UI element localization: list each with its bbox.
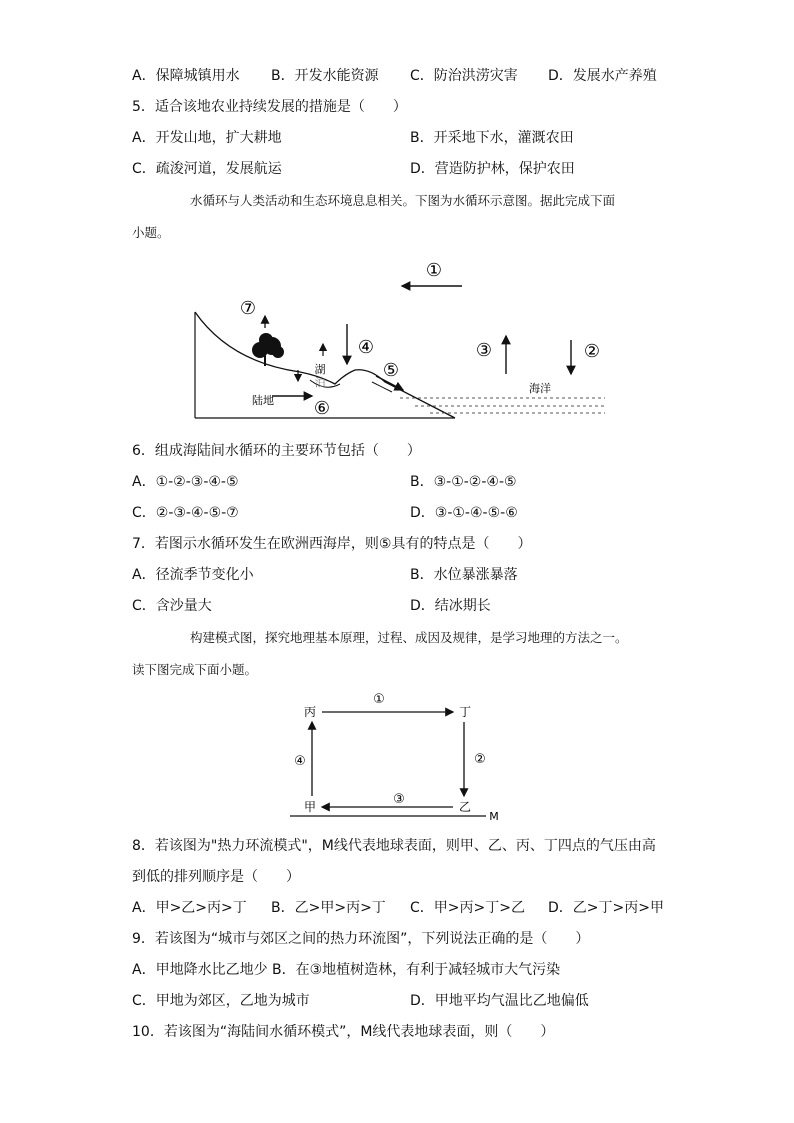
label-2: ② [583, 341, 601, 362]
q8-option-d: D．乙>丁>丙>甲 [548, 900, 664, 916]
q5-stem: 5．适合该地农业持续发展的措施是（ ） [132, 99, 407, 115]
label-7: ⑦ [239, 298, 257, 319]
label-1: ① [425, 260, 443, 281]
q4-option-a: A．保障城镇用水 [132, 68, 240, 84]
q7-option-a: A．径流季节变化小 [132, 567, 254, 583]
label-ocean: 海洋 [529, 382, 551, 395]
q6-option-d: D．③-①-④-⑤-⑥ [410, 505, 518, 521]
label-5: ⑤ [382, 360, 400, 381]
q4-option-b: B．开发水能资源 [271, 68, 379, 84]
label-6: ⑥ [313, 398, 331, 419]
q8-option-c: C．甲>丙>丁>乙 [410, 900, 525, 916]
label-4: ④ [294, 754, 306, 769]
label-land: 陆地 [252, 394, 274, 407]
circulation-model-diagram [290, 686, 510, 822]
q7-option-d: D．结冰期长 [410, 598, 491, 614]
label-lake-1: 湖 [314, 363, 326, 376]
q7-option-c: C．含沙量大 [132, 598, 212, 614]
q4-option-d: D．发展水产养殖 [548, 68, 657, 84]
q6-option-c: C．②-③-④-⑤-⑦ [132, 505, 239, 521]
water-cycle-diagram [190, 252, 610, 424]
q9-option-c: C．甲地为郊区，乙地为城市 [132, 993, 310, 1009]
q8-option-b: B．乙>甲>丙>丁 [271, 900, 386, 916]
label-lake-2: 泊 [314, 376, 326, 389]
q8-option-a: A．甲>乙>丙>丁 [132, 900, 247, 916]
label-2: ② [474, 752, 486, 767]
q6-stem: 6．组成海陆间水循环的主要环节包括（ ） [132, 443, 421, 459]
q8-stem-line1: 8．若该图为"热力环流模式"，M线代表地球表面，则甲、乙、丙、丁四点的气压由高 [132, 838, 656, 854]
q5-option-a: A．开发山地，扩大耕地 [132, 130, 282, 146]
label-4: ④ [357, 337, 375, 358]
label-1: ① [373, 692, 385, 707]
label-3: ③ [475, 340, 493, 361]
q6-option-a: A．①-②-③-④-⑤ [132, 474, 239, 490]
q5-option-d: D．营造防护林，保护农田 [410, 161, 575, 177]
q4-option-c: C．防治洪涝灾害 [410, 68, 518, 84]
intro2-line2: 读下图完成下面小题。 [132, 662, 258, 677]
q7-stem: 7．若图示水循环发生在欧洲西海岸，则⑤具有的特点是（ ） [132, 536, 532, 552]
label-bing: 丙 [303, 705, 317, 719]
q9-option-ab: A．甲地降水比乙地少 B．在③地植树造林，有利于减轻城市大气污染 [132, 962, 561, 978]
label-jia: 甲 [303, 800, 317, 814]
q5-option-b: B．开采地下水，灌溉农田 [410, 130, 574, 146]
label-3: ③ [393, 792, 405, 807]
q10-stem: 10．若该图为“海陆间水循环模式”，M线代表地球表面，则（ ） [132, 1024, 555, 1040]
label-yi: 乙 [458, 800, 472, 814]
q6-option-b: B．③-①-②-④-⑤ [410, 474, 517, 490]
q9-option-d: D．甲地平均气温比乙地偏低 [410, 993, 589, 1009]
q8-stem-line2: 到低的排列顺序是（ ） [132, 869, 300, 885]
intro1-line2: 小题。 [132, 225, 170, 240]
q5-option-c: C．疏浚河道，发展航运 [132, 161, 282, 177]
intro2-line1: 构建模式图，探究地理基本原理，过程、成因及规律，是学习地理的方法之一。 [190, 630, 628, 645]
label-ding: 丁 [458, 705, 472, 719]
intro1-line1: 水循环与人类活动和生态环境息息相关。下图为水循环示意图。据此完成下面 [190, 193, 616, 208]
label-m: M [489, 810, 499, 822]
q7-option-b: B．水位暴涨暴落 [410, 567, 518, 583]
q9-stem: 9．若该图为“城市与郊区之间的热力环流图”，下列说法正确的是（ ） [132, 931, 590, 947]
